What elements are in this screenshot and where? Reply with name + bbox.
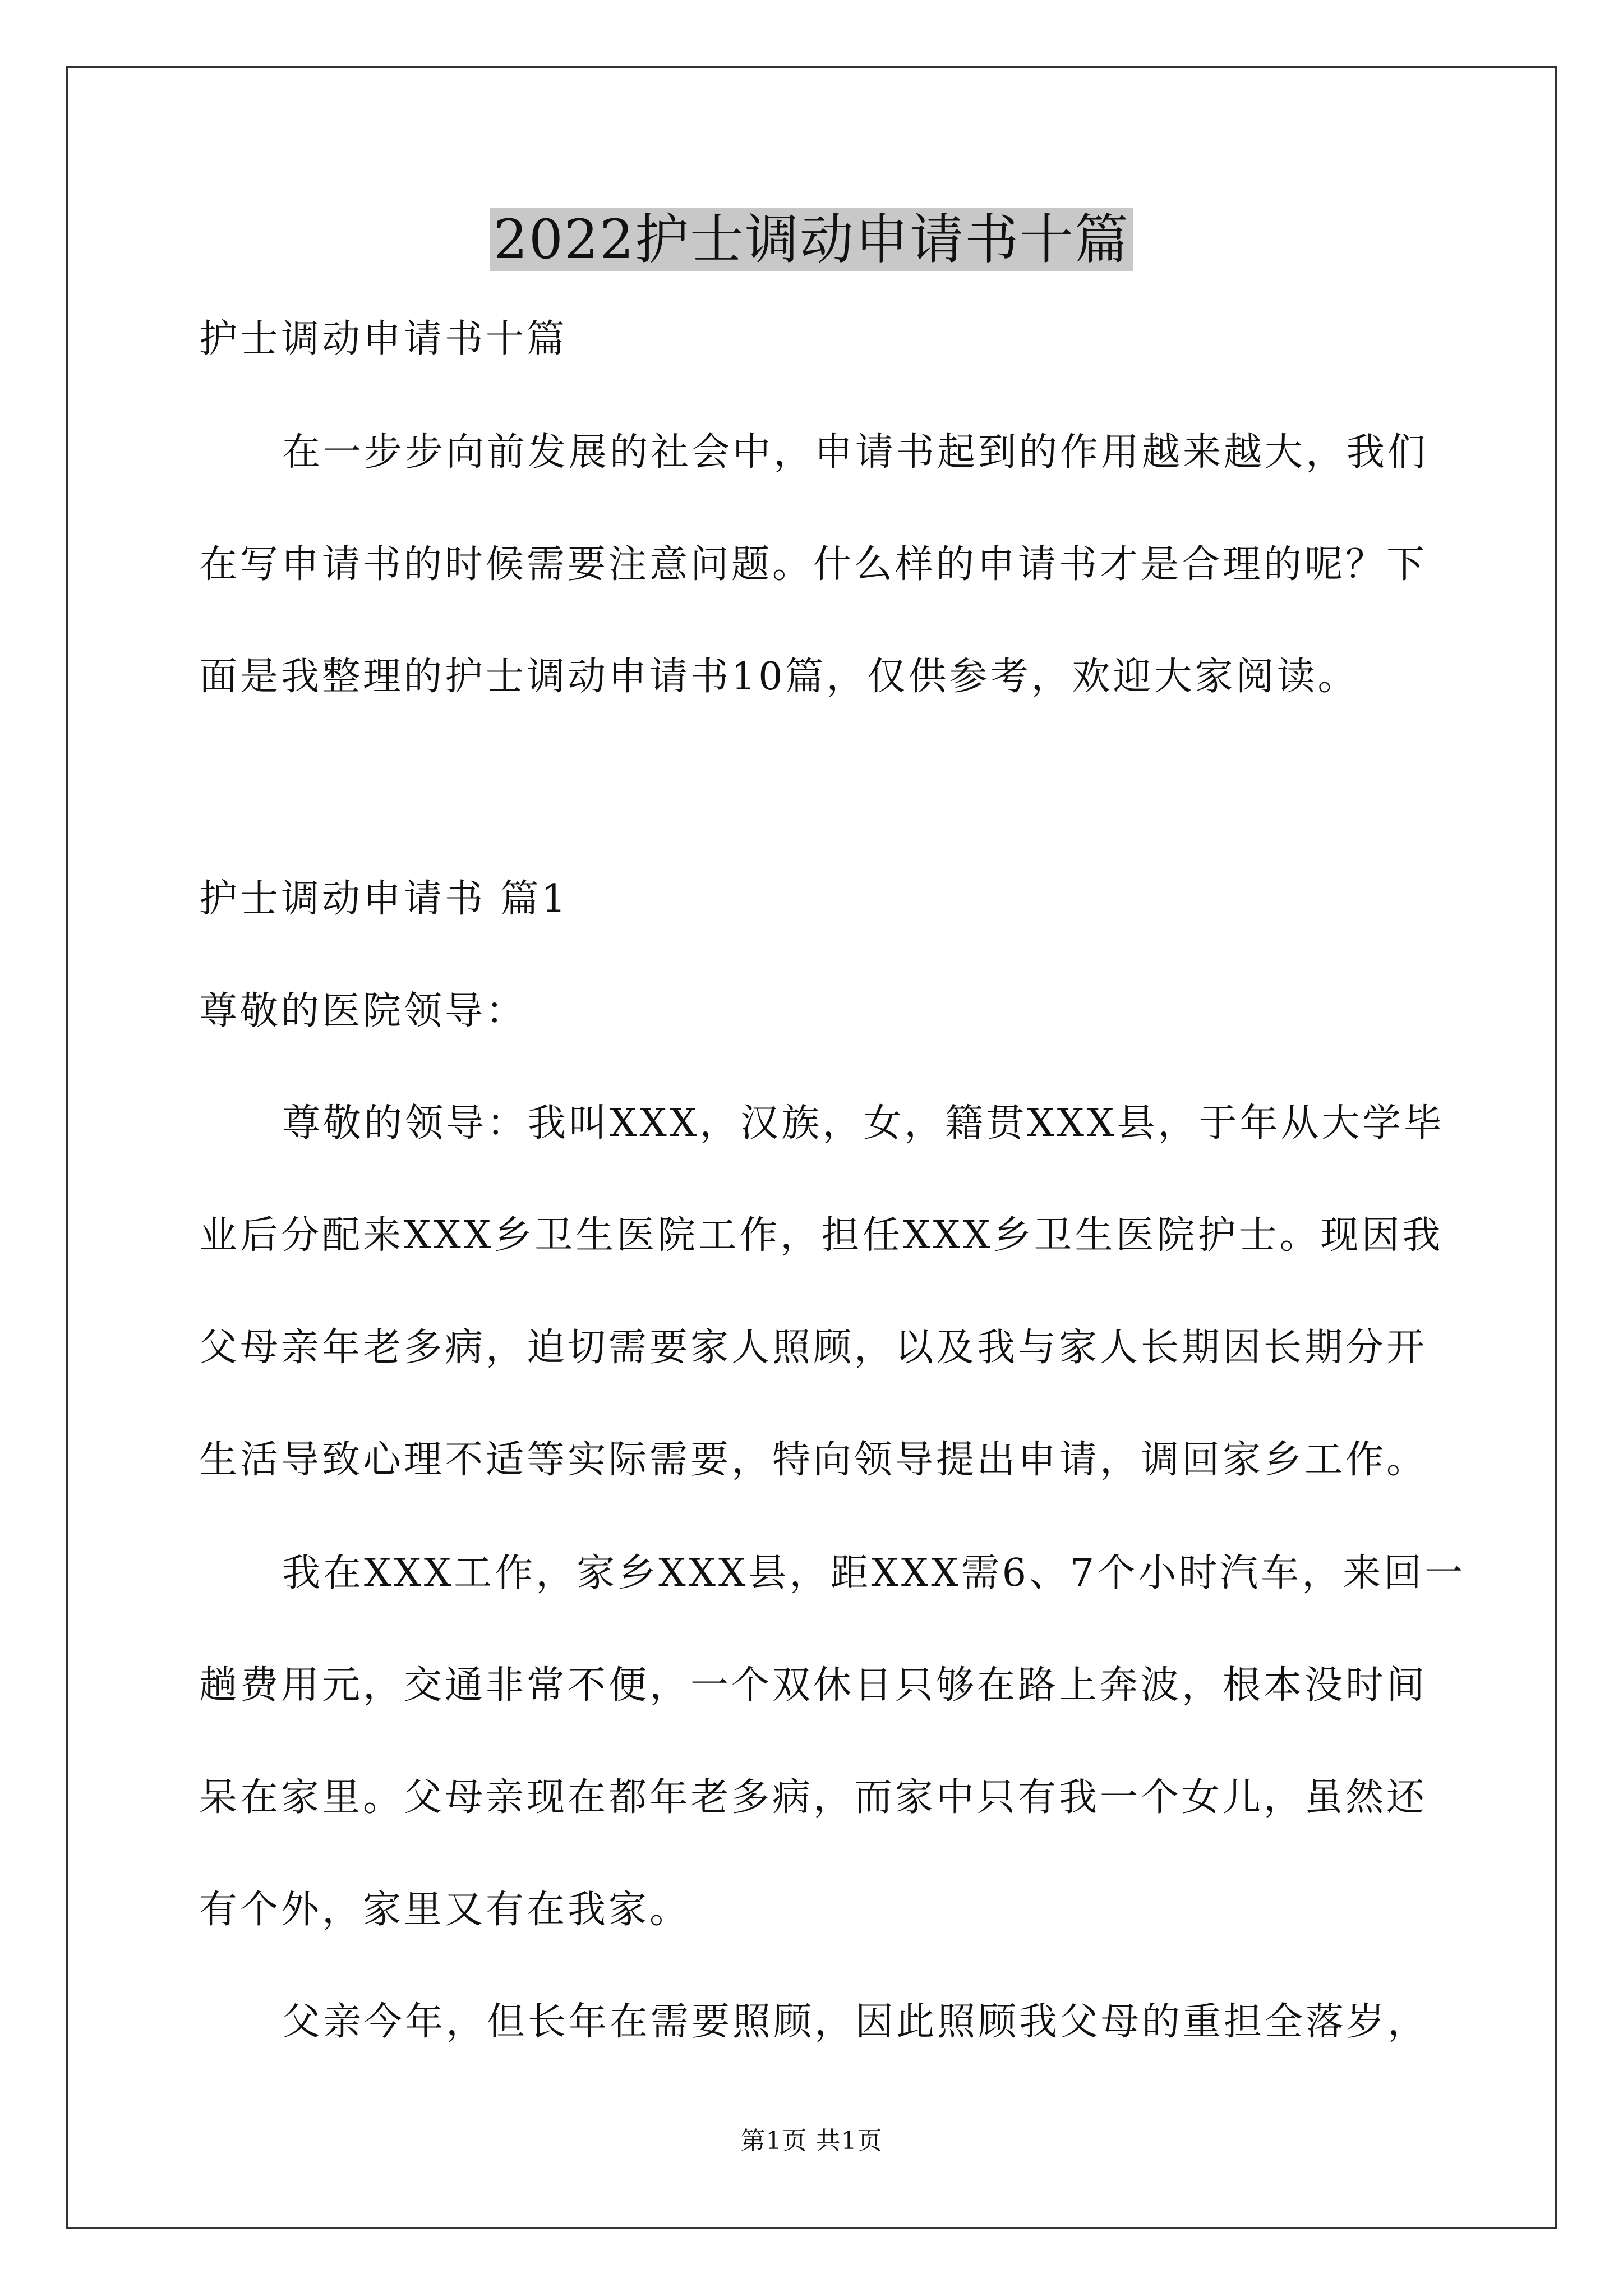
paragraph-line: 父母亲年老多病，迫切需要家人照顾，以及我与家人长期因长期分开 <box>199 1326 1428 1370</box>
paragraph-line: 面是我整理的护士调动申请书10篇，仅供参考，欢迎大家阅读。 <box>199 655 1359 699</box>
paragraph-line: 父亲今年，但长年在需要照顾，因此照顾我父母的重担全落岁， <box>282 2000 1429 2044</box>
subtitle-line: 护士调动申请书十篇 <box>199 317 568 361</box>
paragraph-line: 在写申请书的时候需要注意问题。什么样的申请书才是合理的呢？下 <box>199 542 1428 587</box>
paragraph-line: 在一步步向前发展的社会中，申请书起到的作用越来越大，我们 <box>282 430 1429 475</box>
page-number: 第1页 共1页 <box>740 2127 883 2155</box>
paragraph-line: 我在XXX工作，家乡XXX县，距XXX需6、7个小时汽车，来回一 <box>282 1551 1466 1595</box>
paragraph-line: 生活导致心理不适等实际需要，特向领导提出申请，调回家乡工作。 <box>199 1438 1428 1482</box>
document-title-text: 2022护士调动申请书十篇 <box>490 208 1133 271</box>
document-title <box>0 203 1623 276</box>
paragraph-line: 业后分配来XXX乡卫生医院工作，担任XXX乡卫生医院护士。现因我 <box>199 1213 1444 1258</box>
section-heading: 护士调动申请书 篇1 <box>199 877 569 921</box>
paragraph-line: 呆在家里。父母亲现在都年老多病，而家中只有我一个女儿，虽然还 <box>199 1775 1428 1820</box>
salutation-line: 尊敬的医院领导： <box>199 989 527 1033</box>
paragraph-line: 有个外，家里又有在我家。 <box>199 1888 691 1932</box>
paragraph-line: 尊敬的领导：我叫XXX，汉族，女，籍贯XXX县，于年从大学毕 <box>282 1101 1445 1145</box>
paragraph-line: 趟费用元，交通非常不便，一个双休日只够在路上奔波，根本没时间 <box>199 1663 1428 1708</box>
